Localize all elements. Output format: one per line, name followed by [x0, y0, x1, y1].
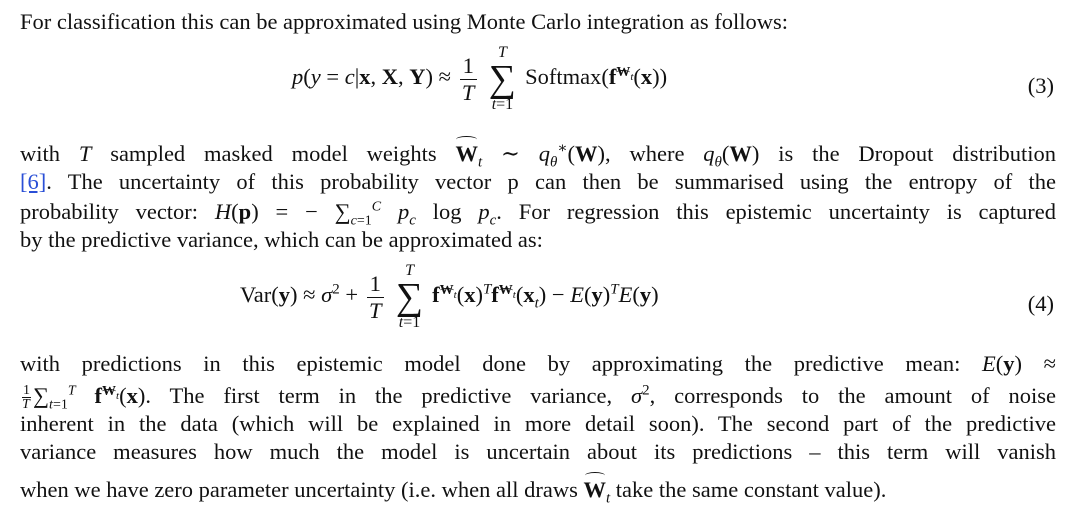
text-line-5: by the predictive variance, which can be approximated as: [20, 227, 543, 252]
equation-3: p(y = c|x, X, Y) ≈ $\frac{1}{T}$ T ∑ t=1 $Softmax(f^{W_t}(x))$ [292, 44, 668, 113]
text-line-7: $\frac{1}{T}\sum_{t=1}^T$ $f^{W_t}(x)$. The first term in the predictive variance, $\sigma^2$, corresponds to the amount of noise [22, 382, 1057, 413]
small-fraction: $\frac{1}{T}$ [22, 383, 30, 413]
fraction-1-over-T-2: $\frac{1}{T}$ [367, 271, 384, 324]
var-label: Var [240, 282, 272, 308]
text-line-1: For classification this can be approximated using Monte Carlo integration as follows: [20, 9, 788, 34]
sum-operator: T ∑ t=1 [488, 44, 516, 113]
text-line-10: when we have zero parameter uncertainty (i.e. when all draws $W_t$ take the same constant value). [20, 477, 887, 507]
equation-3-number: (3) [1027, 73, 1054, 98]
citation-link[interactable]: [6] [20, 169, 47, 194]
softmax-label: Softmax [525, 64, 602, 90]
text-line-3: [6]. The uncertainty of this probability vector p can then be summarised using the entropy of the [20, 169, 1056, 194]
sum-operator-2: T ∑ t=1 [395, 262, 424, 331]
text-line-2: with T sampled masked model weights $W_t$ ∼ $q_\theta^∗(W)$, where $q_\theta(W)$ is the Dropout distribution [20, 140, 1056, 171]
text-line-8: inherent in the data (which will be explained in more detail soon). The second part of the predictive [20, 411, 1056, 436]
text-line-6: with predictions in this epistemic model done by approximating the predictive mean: E(y) ≈ [20, 351, 1056, 376]
equation-4-number: (4) [1027, 291, 1054, 316]
equation-4: $Var(y) \approx \sigma^2$ + $\frac{1}{T}$ T ∑ t=1 $f^{W_t}(x)^Tf^{W_t}(x_t) - E(y)^TE(y)$ [240, 262, 659, 331]
fraction-1-over-T: $\frac{1}{T}$ [460, 53, 477, 106]
text-line-4: probability vector: H(p) = − $\sum_{c=1}^C$ $p_c$ $\log p_c$. For regression this epistemic uncertainty is captured [20, 199, 1057, 229]
text-line-9: variance measures how much the model is uncertain about its predictions – this term will vanish [20, 439, 1056, 464]
